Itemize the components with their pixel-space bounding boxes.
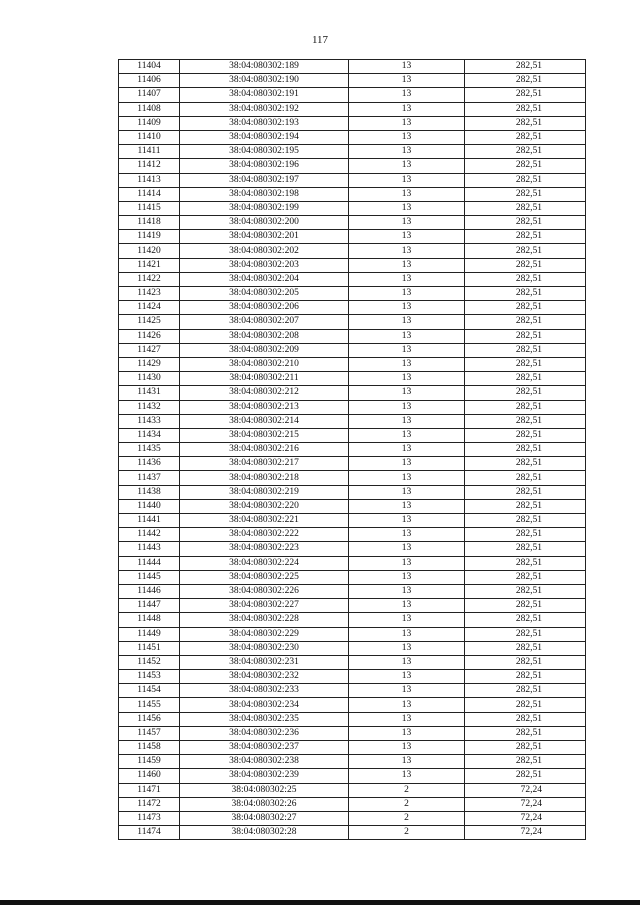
- table-row: [119, 414, 586, 428]
- cadastral-number-cell: 38:04:080302:234: [180, 698, 349, 712]
- record-number-cell: 11437: [119, 471, 180, 485]
- record-number-cell: 11451: [119, 641, 180, 655]
- cadastral-number-cell: 38:04:080302:192: [180, 102, 349, 116]
- area-cell: 282,51: [465, 485, 586, 499]
- cadastral-number-cell: 38:04:080302:193: [180, 116, 349, 130]
- record-number-cell: 11473: [119, 811, 180, 825]
- cadastral-number-cell: 38:04:080302:239: [180, 769, 349, 783]
- table-row: [119, 329, 586, 343]
- record-number-cell: 11429: [119, 357, 180, 371]
- area-cell: 282,51: [465, 173, 586, 187]
- count-cell: 13: [349, 769, 465, 783]
- area-cell: 72,24: [465, 826, 586, 840]
- cadastral-number-cell: 38:04:080302:204: [180, 272, 349, 286]
- area-cell: 282,51: [465, 400, 586, 414]
- table-row: [119, 514, 586, 528]
- count-cell: 13: [349, 130, 465, 144]
- record-number-cell: 11446: [119, 584, 180, 598]
- cadastral-number-cell: 38:04:080302:237: [180, 741, 349, 755]
- count-cell: 13: [349, 357, 465, 371]
- table-row: [119, 769, 586, 783]
- table-row: [119, 74, 586, 88]
- record-number-cell: 11425: [119, 315, 180, 329]
- record-number-cell: 11412: [119, 159, 180, 173]
- count-cell: 13: [349, 272, 465, 286]
- table-row: [119, 130, 586, 144]
- cadastral-number-cell: 38:04:080302:231: [180, 655, 349, 669]
- cadastral-number-cell: 38:04:080302:222: [180, 528, 349, 542]
- area-cell: 282,51: [465, 499, 586, 513]
- cadastral-number-cell: 38:04:080302:223: [180, 542, 349, 556]
- record-number-cell: 11431: [119, 386, 180, 400]
- area-cell: 282,51: [465, 116, 586, 130]
- record-number-cell: 11455: [119, 698, 180, 712]
- count-cell: 13: [349, 315, 465, 329]
- cadastral-number-cell: 38:04:080302:220: [180, 499, 349, 513]
- record-number-cell: 11408: [119, 102, 180, 116]
- table-row: [119, 357, 586, 371]
- table-row: [119, 443, 586, 457]
- record-number-cell: 11436: [119, 457, 180, 471]
- cadastral-number-cell: 38:04:080302:215: [180, 428, 349, 442]
- count-cell: 13: [349, 244, 465, 258]
- area-cell: 72,24: [465, 811, 586, 825]
- count-cell: 13: [349, 60, 465, 74]
- count-cell: 13: [349, 173, 465, 187]
- table-row: [119, 613, 586, 627]
- record-number-cell: 11433: [119, 414, 180, 428]
- cadastral-number-cell: 38:04:080302:194: [180, 130, 349, 144]
- record-number-cell: 11445: [119, 570, 180, 584]
- count-cell: 13: [349, 343, 465, 357]
- cadastral-number-cell: 38:04:080302:235: [180, 712, 349, 726]
- area-cell: 282,51: [465, 457, 586, 471]
- count-cell: 13: [349, 471, 465, 485]
- table-row: [119, 201, 586, 215]
- table-row: [119, 471, 586, 485]
- area-cell: 282,51: [465, 613, 586, 627]
- table-row: [119, 755, 586, 769]
- table-row: [119, 60, 586, 74]
- record-number-cell: 11415: [119, 201, 180, 215]
- table-body: [119, 60, 586, 840]
- cadastral-number-cell: 38:04:080302:205: [180, 287, 349, 301]
- table-row: [119, 542, 586, 556]
- table-row: [119, 159, 586, 173]
- count-cell: 13: [349, 712, 465, 726]
- area-cell: 282,51: [465, 159, 586, 173]
- cadastral-number-cell: 38:04:080302:211: [180, 372, 349, 386]
- count-cell: 13: [349, 584, 465, 598]
- table-row: [119, 811, 586, 825]
- record-number-cell: 11457: [119, 726, 180, 740]
- count-cell: 13: [349, 755, 465, 769]
- count-cell: 2: [349, 826, 465, 840]
- cadastral-number-cell: 38:04:080302:198: [180, 187, 349, 201]
- record-number-cell: 11444: [119, 556, 180, 570]
- record-number-cell: 11434: [119, 428, 180, 442]
- page-number: 117: [311, 34, 329, 46]
- count-cell: 13: [349, 570, 465, 584]
- count-cell: 13: [349, 542, 465, 556]
- table-row: [119, 570, 586, 584]
- area-cell: 282,51: [465, 74, 586, 88]
- table-row: [119, 797, 586, 811]
- cadastral-number-cell: 38:04:080302:207: [180, 315, 349, 329]
- cadastral-number-cell: 38:04:080302:190: [180, 74, 349, 88]
- area-cell: 282,51: [465, 428, 586, 442]
- record-number-cell: 11448: [119, 613, 180, 627]
- area-cell: 282,51: [465, 698, 586, 712]
- cadastral-number-cell: 38:04:080302:216: [180, 443, 349, 457]
- count-cell: 13: [349, 499, 465, 513]
- area-cell: 282,51: [465, 216, 586, 230]
- record-number-cell: 11410: [119, 130, 180, 144]
- cadastral-number-cell: 38:04:080302:208: [180, 329, 349, 343]
- cadastral-number-cell: 38:04:080302:202: [180, 244, 349, 258]
- record-number-cell: 11420: [119, 244, 180, 258]
- table-row: [119, 641, 586, 655]
- table-row: [119, 655, 586, 669]
- record-number-cell: 11440: [119, 499, 180, 513]
- cadastral-number-cell: 38:04:080302:197: [180, 173, 349, 187]
- record-number-cell: 11421: [119, 258, 180, 272]
- record-number-cell: 11435: [119, 443, 180, 457]
- record-number-cell: 11441: [119, 514, 180, 528]
- cadastral-number-cell: 38:04:080302:224: [180, 556, 349, 570]
- record-number-cell: 11407: [119, 88, 180, 102]
- table-row: [119, 116, 586, 130]
- table-row: [119, 698, 586, 712]
- record-number-cell: 11409: [119, 116, 180, 130]
- table-row: [119, 102, 586, 116]
- table-row: [119, 712, 586, 726]
- area-cell: 72,24: [465, 797, 586, 811]
- table-row: [119, 258, 586, 272]
- table-row: [119, 485, 586, 499]
- record-number-cell: 11460: [119, 769, 180, 783]
- record-number-cell: 11472: [119, 797, 180, 811]
- count-cell: 13: [349, 116, 465, 130]
- cadastral-number-cell: 38:04:080302:226: [180, 584, 349, 598]
- area-cell: 282,51: [465, 230, 586, 244]
- cadastral-number-cell: 38:04:080302:214: [180, 414, 349, 428]
- count-cell: 13: [349, 698, 465, 712]
- area-cell: 282,51: [465, 244, 586, 258]
- count-cell: 13: [349, 372, 465, 386]
- area-cell: 282,51: [465, 769, 586, 783]
- table-row: [119, 173, 586, 187]
- count-cell: 13: [349, 613, 465, 627]
- table-row: [119, 726, 586, 740]
- count-cell: 2: [349, 783, 465, 797]
- record-number-cell: 11426: [119, 329, 180, 343]
- table-row: [119, 216, 586, 230]
- record-number-cell: 11471: [119, 783, 180, 797]
- record-number-cell: 11453: [119, 670, 180, 684]
- cadastral-number-cell: 38:04:080302:206: [180, 301, 349, 315]
- table-row: [119, 584, 586, 598]
- table-row: [119, 428, 586, 442]
- record-number-cell: 11474: [119, 826, 180, 840]
- count-cell: 13: [349, 514, 465, 528]
- count-cell: 13: [349, 301, 465, 315]
- count-cell: 13: [349, 329, 465, 343]
- cadastral-number-cell: 38:04:080302:219: [180, 485, 349, 499]
- count-cell: 13: [349, 230, 465, 244]
- count-cell: 13: [349, 641, 465, 655]
- table-row: [119, 315, 586, 329]
- cadastral-number-cell: 38:04:080302:225: [180, 570, 349, 584]
- area-cell: 282,51: [465, 599, 586, 613]
- area-cell: 282,51: [465, 258, 586, 272]
- count-cell: 13: [349, 216, 465, 230]
- record-number-cell: 11438: [119, 485, 180, 499]
- area-cell: 72,24: [465, 783, 586, 797]
- area-cell: 282,51: [465, 584, 586, 598]
- record-number-cell: 11432: [119, 400, 180, 414]
- area-cell: 282,51: [465, 386, 586, 400]
- table-row: [119, 499, 586, 513]
- table-row: [119, 386, 586, 400]
- cadastral-number-cell: 38:04:080302:213: [180, 400, 349, 414]
- cadastral-number-cell: 38:04:080302:201: [180, 230, 349, 244]
- count-cell: 13: [349, 726, 465, 740]
- count-cell: 13: [349, 684, 465, 698]
- table-row: [119, 528, 586, 542]
- count-cell: 13: [349, 102, 465, 116]
- count-cell: 13: [349, 528, 465, 542]
- area-cell: 282,51: [465, 60, 586, 74]
- table-row: [119, 230, 586, 244]
- area-cell: 282,51: [465, 712, 586, 726]
- area-cell: 282,51: [465, 301, 586, 315]
- table-row: [119, 826, 586, 840]
- cadastral-number-cell: 38:04:080302:233: [180, 684, 349, 698]
- cadastral-number-cell: 38:04:080302:200: [180, 216, 349, 230]
- area-cell: 282,51: [465, 372, 586, 386]
- count-cell: 13: [349, 741, 465, 755]
- area-cell: 282,51: [465, 471, 586, 485]
- cadastral-number-cell: 38:04:080302:238: [180, 755, 349, 769]
- table-row: [119, 88, 586, 102]
- cadastral-number-cell: 38:04:080302:203: [180, 258, 349, 272]
- cadastral-number-cell: 38:04:080302:217: [180, 457, 349, 471]
- table-row: [119, 741, 586, 755]
- record-number-cell: 11414: [119, 187, 180, 201]
- count-cell: 13: [349, 386, 465, 400]
- area-cell: 282,51: [465, 343, 586, 357]
- area-cell: 282,51: [465, 272, 586, 286]
- table-row: [119, 627, 586, 641]
- count-cell: 13: [349, 400, 465, 414]
- count-cell: 13: [349, 201, 465, 215]
- area-cell: 282,51: [465, 641, 586, 655]
- record-number-cell: 11456: [119, 712, 180, 726]
- record-number-cell: 11422: [119, 272, 180, 286]
- record-number-cell: 11459: [119, 755, 180, 769]
- count-cell: 13: [349, 287, 465, 301]
- record-number-cell: 11419: [119, 230, 180, 244]
- count-cell: 13: [349, 187, 465, 201]
- count-cell: 13: [349, 414, 465, 428]
- count-cell: 13: [349, 670, 465, 684]
- area-cell: 282,51: [465, 102, 586, 116]
- count-cell: 13: [349, 655, 465, 669]
- cadastral-number-cell: 38:04:080302:236: [180, 726, 349, 740]
- area-cell: 282,51: [465, 514, 586, 528]
- table-row: [119, 372, 586, 386]
- cadastral-number-cell: 38:04:080302:196: [180, 159, 349, 173]
- area-cell: 282,51: [465, 145, 586, 159]
- area-cell: 282,51: [465, 315, 586, 329]
- cadastral-number-cell: 38:04:080302:232: [180, 670, 349, 684]
- record-number-cell: 11413: [119, 173, 180, 187]
- area-cell: 282,51: [465, 570, 586, 584]
- count-cell: 13: [349, 159, 465, 173]
- cadastral-number-cell: 38:04:080302:27: [180, 811, 349, 825]
- cadastral-number-cell: 38:04:080302:228: [180, 613, 349, 627]
- count-cell: 13: [349, 74, 465, 88]
- table-row: [119, 287, 586, 301]
- count-cell: 13: [349, 457, 465, 471]
- area-cell: 282,51: [465, 88, 586, 102]
- count-cell: 13: [349, 258, 465, 272]
- record-number-cell: 11418: [119, 216, 180, 230]
- area-cell: 282,51: [465, 741, 586, 755]
- area-cell: 282,51: [465, 414, 586, 428]
- count-cell: 13: [349, 428, 465, 442]
- area-cell: 282,51: [465, 187, 586, 201]
- table-row: [119, 457, 586, 471]
- table-row: [119, 145, 586, 159]
- cadastral-number-cell: 38:04:080302:199: [180, 201, 349, 215]
- record-number-cell: 11406: [119, 74, 180, 88]
- area-cell: 282,51: [465, 329, 586, 343]
- count-cell: 13: [349, 627, 465, 641]
- cadastral-number-cell: 38:04:080302:227: [180, 599, 349, 613]
- count-cell: 13: [349, 145, 465, 159]
- record-number-cell: 11449: [119, 627, 180, 641]
- table-row: [119, 599, 586, 613]
- cadastral-number-cell: 38:04:080302:212: [180, 386, 349, 400]
- cadastral-number-cell: 38:04:080302:209: [180, 343, 349, 357]
- count-cell: 13: [349, 599, 465, 613]
- record-number-cell: 11430: [119, 372, 180, 386]
- area-cell: 282,51: [465, 684, 586, 698]
- area-cell: 282,51: [465, 655, 586, 669]
- table-row: [119, 272, 586, 286]
- record-number-cell: 11452: [119, 655, 180, 669]
- table-row: [119, 783, 586, 797]
- record-number-cell: 11424: [119, 301, 180, 315]
- cadastral-number-cell: 38:04:080302:189: [180, 60, 349, 74]
- data-table: [118, 59, 586, 840]
- count-cell: 13: [349, 485, 465, 499]
- cadastral-number-cell: 38:04:080302:221: [180, 514, 349, 528]
- cadastral-number-cell: 38:04:080302:25: [180, 783, 349, 797]
- record-number-cell: 11454: [119, 684, 180, 698]
- count-cell: 13: [349, 443, 465, 457]
- area-cell: 282,51: [465, 542, 586, 556]
- table-row: [119, 343, 586, 357]
- area-cell: 282,51: [465, 357, 586, 371]
- cadastral-number-cell: 38:04:080302:195: [180, 145, 349, 159]
- record-number-cell: 11404: [119, 60, 180, 74]
- cadastral-number-cell: 38:04:080302:229: [180, 627, 349, 641]
- count-cell: 2: [349, 797, 465, 811]
- area-cell: 282,51: [465, 528, 586, 542]
- cadastral-number-cell: 38:04:080302:28: [180, 826, 349, 840]
- area-cell: 282,51: [465, 130, 586, 144]
- area-cell: 282,51: [465, 627, 586, 641]
- record-number-cell: 11427: [119, 343, 180, 357]
- area-cell: 282,51: [465, 755, 586, 769]
- record-number-cell: 11411: [119, 145, 180, 159]
- cadastral-number-cell: 38:04:080302:26: [180, 797, 349, 811]
- area-cell: 282,51: [465, 670, 586, 684]
- table-row: [119, 556, 586, 570]
- record-number-cell: 11458: [119, 741, 180, 755]
- table-row: [119, 301, 586, 315]
- record-number-cell: 11447: [119, 599, 180, 613]
- record-number-cell: 11443: [119, 542, 180, 556]
- table-row: [119, 400, 586, 414]
- table-row: [119, 187, 586, 201]
- record-number-cell: 11442: [119, 528, 180, 542]
- record-number-cell: 11423: [119, 287, 180, 301]
- table-row: [119, 684, 586, 698]
- area-cell: 282,51: [465, 201, 586, 215]
- table-row: [119, 670, 586, 684]
- area-cell: 282,51: [465, 556, 586, 570]
- scan-bottom-edge: [0, 900, 640, 905]
- cadastral-number-cell: 38:04:080302:218: [180, 471, 349, 485]
- area-cell: 282,51: [465, 726, 586, 740]
- area-cell: 282,51: [465, 287, 586, 301]
- cadastral-number-cell: 38:04:080302:230: [180, 641, 349, 655]
- cadastral-number-cell: 38:04:080302:191: [180, 88, 349, 102]
- table-row: [119, 244, 586, 258]
- cadastral-number-cell: 38:04:080302:210: [180, 357, 349, 371]
- count-cell: 13: [349, 556, 465, 570]
- area-cell: 282,51: [465, 443, 586, 457]
- count-cell: 2: [349, 811, 465, 825]
- count-cell: 13: [349, 88, 465, 102]
